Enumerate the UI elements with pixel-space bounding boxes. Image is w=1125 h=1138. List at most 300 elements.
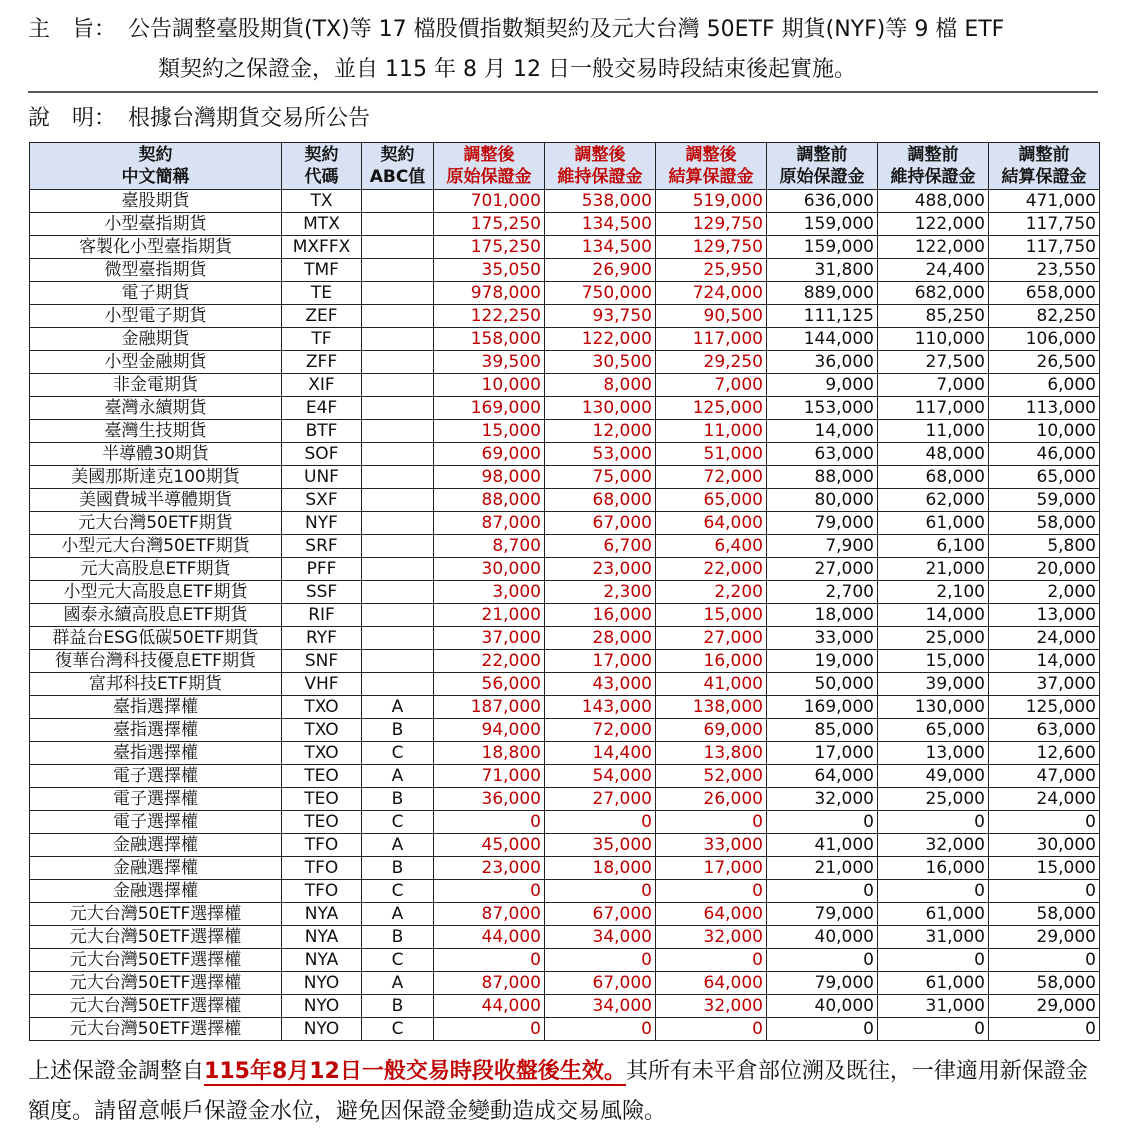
- margin-value-cell: 158,000: [434, 328, 545, 351]
- margin-value-cell: 0: [989, 811, 1100, 834]
- contract-code-cell: NYO: [282, 1018, 362, 1041]
- column-header-line: 契約: [380, 145, 415, 165]
- margin-value-cell: 62,000: [878, 489, 989, 512]
- margin-value-cell: 12,000: [545, 420, 656, 443]
- divider: [28, 91, 1098, 93]
- column-header-line: 調整後: [463, 145, 515, 165]
- margin-value-cell: 125,000: [989, 696, 1100, 719]
- margin-value-cell: 47,000: [989, 765, 1100, 788]
- table-header-row: [30, 143, 1100, 190]
- margin-value-cell: 143,000: [545, 696, 656, 719]
- subject-line-2: 類契約之保證金，並自 115 年 8 月 12 日一般交易時段結束後起實施。: [158, 57, 856, 82]
- margin-value-cell: 64,000: [656, 512, 767, 535]
- margin-value-cell: 49,000: [878, 765, 989, 788]
- margin-value-cell: 79,000: [767, 512, 878, 535]
- table-row: [30, 397, 1100, 420]
- margin-value-cell: 17,000: [656, 857, 767, 880]
- margin-value-cell: 46,000: [989, 443, 1100, 466]
- margin-value-cell: 23,000: [434, 857, 545, 880]
- margin-value-cell: 144,000: [767, 328, 878, 351]
- margin-value-cell: 129,750: [656, 236, 767, 259]
- margin-value-cell: 65,000: [878, 719, 989, 742]
- margin-value-cell: 13,000: [989, 604, 1100, 627]
- column-header: [362, 143, 434, 190]
- margin-value-cell: 0: [989, 880, 1100, 903]
- margin-value-cell: 67,000: [545, 972, 656, 995]
- margin-value-cell: 85,250: [878, 305, 989, 328]
- margin-value-cell: 159,000: [767, 236, 878, 259]
- margin-value-cell: 80,000: [767, 489, 878, 512]
- margin-value-cell: 122,250: [434, 305, 545, 328]
- table-row: [30, 236, 1100, 259]
- margin-value-cell: 35,000: [545, 834, 656, 857]
- subject-label: 主 旨：: [28, 17, 117, 42]
- margin-value-cell: 48,000: [878, 443, 989, 466]
- margin-value-cell: 16,000: [656, 650, 767, 673]
- margin-value-cell: 25,950: [656, 259, 767, 282]
- contract-code-cell: NYA: [282, 903, 362, 926]
- margin-value-cell: 519,000: [656, 190, 767, 213]
- column-header: [282, 143, 362, 190]
- contract-name-cell: 元大台灣50ETF選擇權: [30, 1018, 282, 1041]
- contract-code-cell: BTF: [282, 420, 362, 443]
- contract-name-cell: 金融選擇權: [30, 834, 282, 857]
- margin-value-cell: 125,000: [656, 397, 767, 420]
- margin-value-cell: 117,750: [989, 213, 1100, 236]
- column-header: [767, 143, 878, 190]
- margin-value-cell: 175,250: [434, 213, 545, 236]
- margin-value-cell: 39,000: [878, 673, 989, 696]
- column-header-line: 結算保證金: [1001, 167, 1087, 187]
- margin-value-cell: 0: [656, 949, 767, 972]
- margin-value-cell: 724,000: [656, 282, 767, 305]
- margin-value-cell: 53,000: [545, 443, 656, 466]
- margin-value-cell: 37,000: [989, 673, 1100, 696]
- margin-value-cell: 44,000: [434, 995, 545, 1018]
- margin-value-cell: 658,000: [989, 282, 1100, 305]
- footer-text-before: 上述保證金調整自: [28, 1059, 205, 1084]
- contract-code-cell: TEO: [282, 788, 362, 811]
- margin-value-cell: 35,050: [434, 259, 545, 282]
- table-row: [30, 765, 1100, 788]
- margin-value-cell: 67,000: [545, 512, 656, 535]
- column-header-line: 結算保證金: [668, 167, 754, 187]
- margin-value-cell: 79,000: [767, 972, 878, 995]
- contract-name-cell: 元大台灣50ETF選擇權: [30, 903, 282, 926]
- margin-value-cell: 41,000: [767, 834, 878, 857]
- contract-name-cell: 金融期貨: [30, 328, 282, 351]
- margin-value-cell: 7,000: [878, 374, 989, 397]
- margin-value-cell: 58,000: [989, 903, 1100, 926]
- margin-value-cell: 24,400: [878, 259, 989, 282]
- contract-name-cell: 小型臺指期貨: [30, 213, 282, 236]
- abc-value-cell: [362, 466, 434, 489]
- margin-value-cell: 29,000: [989, 995, 1100, 1018]
- abc-value-cell: [362, 489, 434, 512]
- contract-code-cell: TFO: [282, 880, 362, 903]
- margin-value-cell: 37,000: [434, 627, 545, 650]
- column-header-line: 中文簡稱: [121, 167, 190, 187]
- margin-value-cell: 52,000: [656, 765, 767, 788]
- contract-code-cell: TFO: [282, 834, 362, 857]
- margin-value-cell: 18,000: [545, 857, 656, 880]
- contract-code-cell: VHF: [282, 673, 362, 696]
- margin-value-cell: 122,000: [878, 236, 989, 259]
- margin-value-cell: 65,000: [656, 489, 767, 512]
- margin-value-cell: 0: [767, 949, 878, 972]
- margin-value-cell: 106,000: [989, 328, 1100, 351]
- contract-code-cell: NYA: [282, 949, 362, 972]
- table-row: [30, 420, 1100, 443]
- margin-value-cell: 64,000: [656, 903, 767, 926]
- table-row: [30, 328, 1100, 351]
- abc-value-cell: [362, 305, 434, 328]
- abc-value-cell: [362, 328, 434, 351]
- column-header-line: 調整前: [1018, 145, 1070, 165]
- margin-value-cell: 85,000: [767, 719, 878, 742]
- subject-line-1: 公告調整臺股期貨(TX)等 17 檔股價指數類契約及元大台灣 50ETF 期貨(NYF)等 9 檔 ETF: [128, 17, 1005, 42]
- margin-value-cell: 63,000: [989, 719, 1100, 742]
- margin-value-cell: 14,000: [989, 650, 1100, 673]
- margin-value-cell: 31,000: [878, 926, 989, 949]
- column-header-line: 調整前: [907, 145, 959, 165]
- margin-value-cell: 18,800: [434, 742, 545, 765]
- contract-name-cell: 復華台灣科技優息ETF期貨: [30, 650, 282, 673]
- margin-value-cell: 64,000: [656, 972, 767, 995]
- margin-value-cell: 25,000: [878, 788, 989, 811]
- abc-value-cell: C: [362, 949, 434, 972]
- contract-name-cell: 小型元大台灣50ETF期貨: [30, 535, 282, 558]
- margin-value-cell: 31,000: [878, 995, 989, 1018]
- contract-code-cell: TEO: [282, 765, 362, 788]
- margin-value-cell: 58,000: [989, 512, 1100, 535]
- margin-table: [29, 142, 1100, 1041]
- table-row: [30, 949, 1100, 972]
- column-header: [878, 143, 989, 190]
- margin-value-cell: 75,000: [545, 466, 656, 489]
- contract-code-cell: MTX: [282, 213, 362, 236]
- margin-value-cell: 138,000: [656, 696, 767, 719]
- footer-highlight: 115年8月12日一般交易時段收盤後生效。: [204, 1059, 626, 1084]
- contract-name-cell: 金融選擇權: [30, 857, 282, 880]
- abc-value-cell: [362, 420, 434, 443]
- margin-value-cell: 16,000: [545, 604, 656, 627]
- margin-value-cell: 2,700: [767, 581, 878, 604]
- contract-code-cell: TX: [282, 190, 362, 213]
- margin-value-cell: 26,900: [545, 259, 656, 282]
- margin-value-cell: 61,000: [878, 512, 989, 535]
- contract-code-cell: NYA: [282, 926, 362, 949]
- margin-value-cell: 10,000: [434, 374, 545, 397]
- contract-name-cell: 富邦科技ETF期貨: [30, 673, 282, 696]
- margin-value-cell: 0: [878, 811, 989, 834]
- margin-value-cell: 61,000: [878, 903, 989, 926]
- margin-value-cell: 134,500: [545, 213, 656, 236]
- margin-value-cell: 978,000: [434, 282, 545, 305]
- margin-value-cell: 36,000: [767, 351, 878, 374]
- margin-value-cell: 169,000: [434, 397, 545, 420]
- column-header-line: 原始保證金: [446, 167, 532, 187]
- column-header: [656, 143, 767, 190]
- margin-value-cell: 111,125: [767, 305, 878, 328]
- table-row: [30, 512, 1100, 535]
- column-header: [545, 143, 656, 190]
- margin-value-cell: 11,000: [878, 420, 989, 443]
- margin-value-cell: 113,000: [989, 397, 1100, 420]
- contract-code-cell: TXO: [282, 742, 362, 765]
- contract-name-cell: 臺指選擇權: [30, 742, 282, 765]
- contract-name-cell: 電子期貨: [30, 282, 282, 305]
- margin-value-cell: 27,000: [656, 627, 767, 650]
- margin-value-cell: 61,000: [878, 972, 989, 995]
- table-row: [30, 535, 1100, 558]
- abc-value-cell: [362, 190, 434, 213]
- margin-value-cell: 21,000: [434, 604, 545, 627]
- margin-value-cell: 79,000: [767, 903, 878, 926]
- margin-value-cell: 26,000: [656, 788, 767, 811]
- margin-value-cell: 134,500: [545, 236, 656, 259]
- margin-value-cell: 159,000: [767, 213, 878, 236]
- abc-value-cell: [362, 397, 434, 420]
- contract-name-cell: 半導體30期貨: [30, 443, 282, 466]
- column-header-line: ABC值: [369, 167, 426, 187]
- contract-name-cell: 微型臺指期貨: [30, 259, 282, 282]
- margin-value-cell: 39,500: [434, 351, 545, 374]
- margin-value-cell: 88,000: [767, 466, 878, 489]
- margin-value-cell: 6,100: [878, 535, 989, 558]
- margin-value-cell: 69,000: [434, 443, 545, 466]
- table-row: [30, 581, 1100, 604]
- abc-value-cell: [362, 581, 434, 604]
- margin-value-cell: 129,750: [656, 213, 767, 236]
- margin-value-cell: 34,000: [545, 995, 656, 1018]
- margin-value-cell: 36,000: [434, 788, 545, 811]
- column-header: [30, 143, 282, 190]
- margin-value-cell: 636,000: [767, 190, 878, 213]
- margin-value-cell: 68,000: [878, 466, 989, 489]
- contract-name-cell: 小型元大高股息ETF期貨: [30, 581, 282, 604]
- margin-value-cell: 25,000: [878, 627, 989, 650]
- margin-value-cell: 2,300: [545, 581, 656, 604]
- margin-value-cell: 11,000: [656, 420, 767, 443]
- margin-value-cell: 14,000: [878, 604, 989, 627]
- abc-value-cell: B: [362, 995, 434, 1018]
- margin-value-cell: 23,550: [989, 259, 1100, 282]
- margin-value-cell: 110,000: [878, 328, 989, 351]
- margin-value-cell: 8,000: [545, 374, 656, 397]
- contract-code-cell: XIF: [282, 374, 362, 397]
- margin-value-cell: 41,000: [656, 673, 767, 696]
- contract-code-cell: MXFFX: [282, 236, 362, 259]
- explain-label: 說 明：: [28, 106, 117, 131]
- margin-value-cell: 15,000: [989, 857, 1100, 880]
- margin-value-cell: 33,000: [767, 627, 878, 650]
- table-row: [30, 443, 1100, 466]
- margin-value-cell: 14,400: [545, 742, 656, 765]
- margin-value-cell: 59,000: [989, 489, 1100, 512]
- margin-value-cell: 64,000: [767, 765, 878, 788]
- table-row: [30, 742, 1100, 765]
- margin-value-cell: 87,000: [434, 903, 545, 926]
- abc-value-cell: [362, 282, 434, 305]
- table-row: [30, 834, 1100, 857]
- margin-value-cell: 16,000: [878, 857, 989, 880]
- margin-value-cell: 13,000: [878, 742, 989, 765]
- contract-name-cell: 元大台灣50ETF選擇權: [30, 949, 282, 972]
- margin-value-cell: 0: [545, 880, 656, 903]
- contract-code-cell: SRF: [282, 535, 362, 558]
- margin-value-cell: 82,250: [989, 305, 1100, 328]
- margin-value-cell: 31,800: [767, 259, 878, 282]
- table-body: [30, 190, 1100, 1041]
- abc-value-cell: A: [362, 765, 434, 788]
- margin-value-cell: 175,250: [434, 236, 545, 259]
- margin-value-cell: 187,000: [434, 696, 545, 719]
- column-header-line: 維持保證金: [557, 167, 643, 187]
- contract-name-cell: 小型金融期貨: [30, 351, 282, 374]
- contract-name-cell: 小型電子期貨: [30, 305, 282, 328]
- column-header: [434, 143, 545, 190]
- contract-name-cell: 元大台灣50ETF選擇權: [30, 972, 282, 995]
- abc-value-cell: B: [362, 788, 434, 811]
- margin-value-cell: 21,000: [767, 857, 878, 880]
- margin-value-cell: 7,000: [656, 374, 767, 397]
- margin-value-cell: 13,800: [656, 742, 767, 765]
- margin-value-cell: 0: [434, 880, 545, 903]
- margin-value-cell: 63,000: [767, 443, 878, 466]
- table-row: [30, 673, 1100, 696]
- margin-value-cell: 93,750: [545, 305, 656, 328]
- contract-name-cell: 元大高股息ETF期貨: [30, 558, 282, 581]
- margin-value-cell: 22,000: [656, 558, 767, 581]
- margin-value-cell: 0: [545, 1018, 656, 1041]
- margin-value-cell: 21,000: [878, 558, 989, 581]
- margin-value-cell: 15,000: [434, 420, 545, 443]
- contract-name-cell: 電子選擇權: [30, 788, 282, 811]
- contract-name-cell: 群益台ESG低碳50ETF期貨: [30, 627, 282, 650]
- table-row: [30, 696, 1100, 719]
- abc-value-cell: [362, 558, 434, 581]
- table-row: [30, 788, 1100, 811]
- abc-value-cell: [362, 535, 434, 558]
- margin-value-cell: 58,000: [989, 972, 1100, 995]
- abc-value-cell: [362, 443, 434, 466]
- margin-value-cell: 87,000: [434, 972, 545, 995]
- margin-value-cell: 6,000: [989, 374, 1100, 397]
- contract-name-cell: 美國那斯達克100期貨: [30, 466, 282, 489]
- margin-value-cell: 5,800: [989, 535, 1100, 558]
- margin-value-cell: 6,400: [656, 535, 767, 558]
- abc-value-cell: A: [362, 834, 434, 857]
- contract-code-cell: ZEF: [282, 305, 362, 328]
- margin-value-cell: 122,000: [878, 213, 989, 236]
- margin-value-cell: 33,000: [656, 834, 767, 857]
- margin-value-cell: 0: [767, 811, 878, 834]
- margin-value-cell: 29,000: [989, 926, 1100, 949]
- contract-code-cell: TXO: [282, 719, 362, 742]
- abc-value-cell: [362, 604, 434, 627]
- contract-name-cell: 元大台灣50ETF選擇權: [30, 926, 282, 949]
- column-header-line: 維持保證金: [890, 167, 976, 187]
- margin-value-cell: 0: [434, 811, 545, 834]
- contract-name-cell: 國泰永續高股息ETF期貨: [30, 604, 282, 627]
- margin-value-cell: 117,000: [878, 397, 989, 420]
- abc-value-cell: B: [362, 926, 434, 949]
- margin-value-cell: 17,000: [767, 742, 878, 765]
- table-row: [30, 282, 1100, 305]
- abc-value-cell: C: [362, 880, 434, 903]
- margin-value-cell: 94,000: [434, 719, 545, 742]
- contract-code-cell: SSF: [282, 581, 362, 604]
- contract-name-cell: 電子選擇權: [30, 765, 282, 788]
- margin-value-cell: 117,750: [989, 236, 1100, 259]
- table-row: [30, 351, 1100, 374]
- margin-value-cell: 32,000: [767, 788, 878, 811]
- table-row: [30, 213, 1100, 236]
- explain-block: [28, 100, 370, 138]
- margin-value-cell: 0: [767, 880, 878, 903]
- table-row: [30, 903, 1100, 926]
- margin-value-cell: 40,000: [767, 926, 878, 949]
- margin-value-cell: 15,000: [878, 650, 989, 673]
- contract-name-cell: 元大台灣50ETF期貨: [30, 512, 282, 535]
- margin-value-cell: 56,000: [434, 673, 545, 696]
- margin-value-cell: 68,000: [545, 489, 656, 512]
- margin-value-cell: 0: [989, 1018, 1100, 1041]
- abc-value-cell: A: [362, 696, 434, 719]
- contract-name-cell: 臺灣生技期貨: [30, 420, 282, 443]
- margin-value-cell: 122,000: [545, 328, 656, 351]
- margin-value-cell: 90,500: [656, 305, 767, 328]
- contract-code-cell: RIF: [282, 604, 362, 627]
- margin-value-cell: 27,500: [878, 351, 989, 374]
- contract-code-cell: TE: [282, 282, 362, 305]
- margin-value-cell: 29,250: [656, 351, 767, 374]
- table-row: [30, 374, 1100, 397]
- margin-value-cell: 69,000: [656, 719, 767, 742]
- contract-code-cell: NYO: [282, 995, 362, 1018]
- margin-value-cell: 2,200: [656, 581, 767, 604]
- table-row: [30, 259, 1100, 282]
- table-row: [30, 1018, 1100, 1041]
- margin-value-cell: 45,000: [434, 834, 545, 857]
- table-row: [30, 811, 1100, 834]
- abc-value-cell: A: [362, 972, 434, 995]
- table-row: [30, 190, 1100, 213]
- contract-name-cell: 客製化小型臺指期貨: [30, 236, 282, 259]
- margin-value-cell: 27,000: [545, 788, 656, 811]
- table-row: [30, 857, 1100, 880]
- abc-value-cell: A: [362, 903, 434, 926]
- margin-value-cell: 65,000: [989, 466, 1100, 489]
- margin-value-cell: 14,000: [767, 420, 878, 443]
- margin-value-cell: 0: [656, 1018, 767, 1041]
- margin-value-cell: 22,000: [434, 650, 545, 673]
- abc-value-cell: [362, 351, 434, 374]
- contract-name-cell: 臺指選擇權: [30, 719, 282, 742]
- column-header-line: 契約: [304, 145, 339, 165]
- margin-value-cell: 50,000: [767, 673, 878, 696]
- column-header-line: 契約: [138, 145, 173, 165]
- margin-value-cell: 43,000: [545, 673, 656, 696]
- margin-value-cell: 20,000: [989, 558, 1100, 581]
- contract-name-cell: 臺指選擇權: [30, 696, 282, 719]
- margin-value-cell: 471,000: [989, 190, 1100, 213]
- contract-code-cell: SOF: [282, 443, 362, 466]
- margin-value-cell: 0: [878, 949, 989, 972]
- margin-value-cell: 32,000: [656, 995, 767, 1018]
- margin-value-cell: 67,000: [545, 903, 656, 926]
